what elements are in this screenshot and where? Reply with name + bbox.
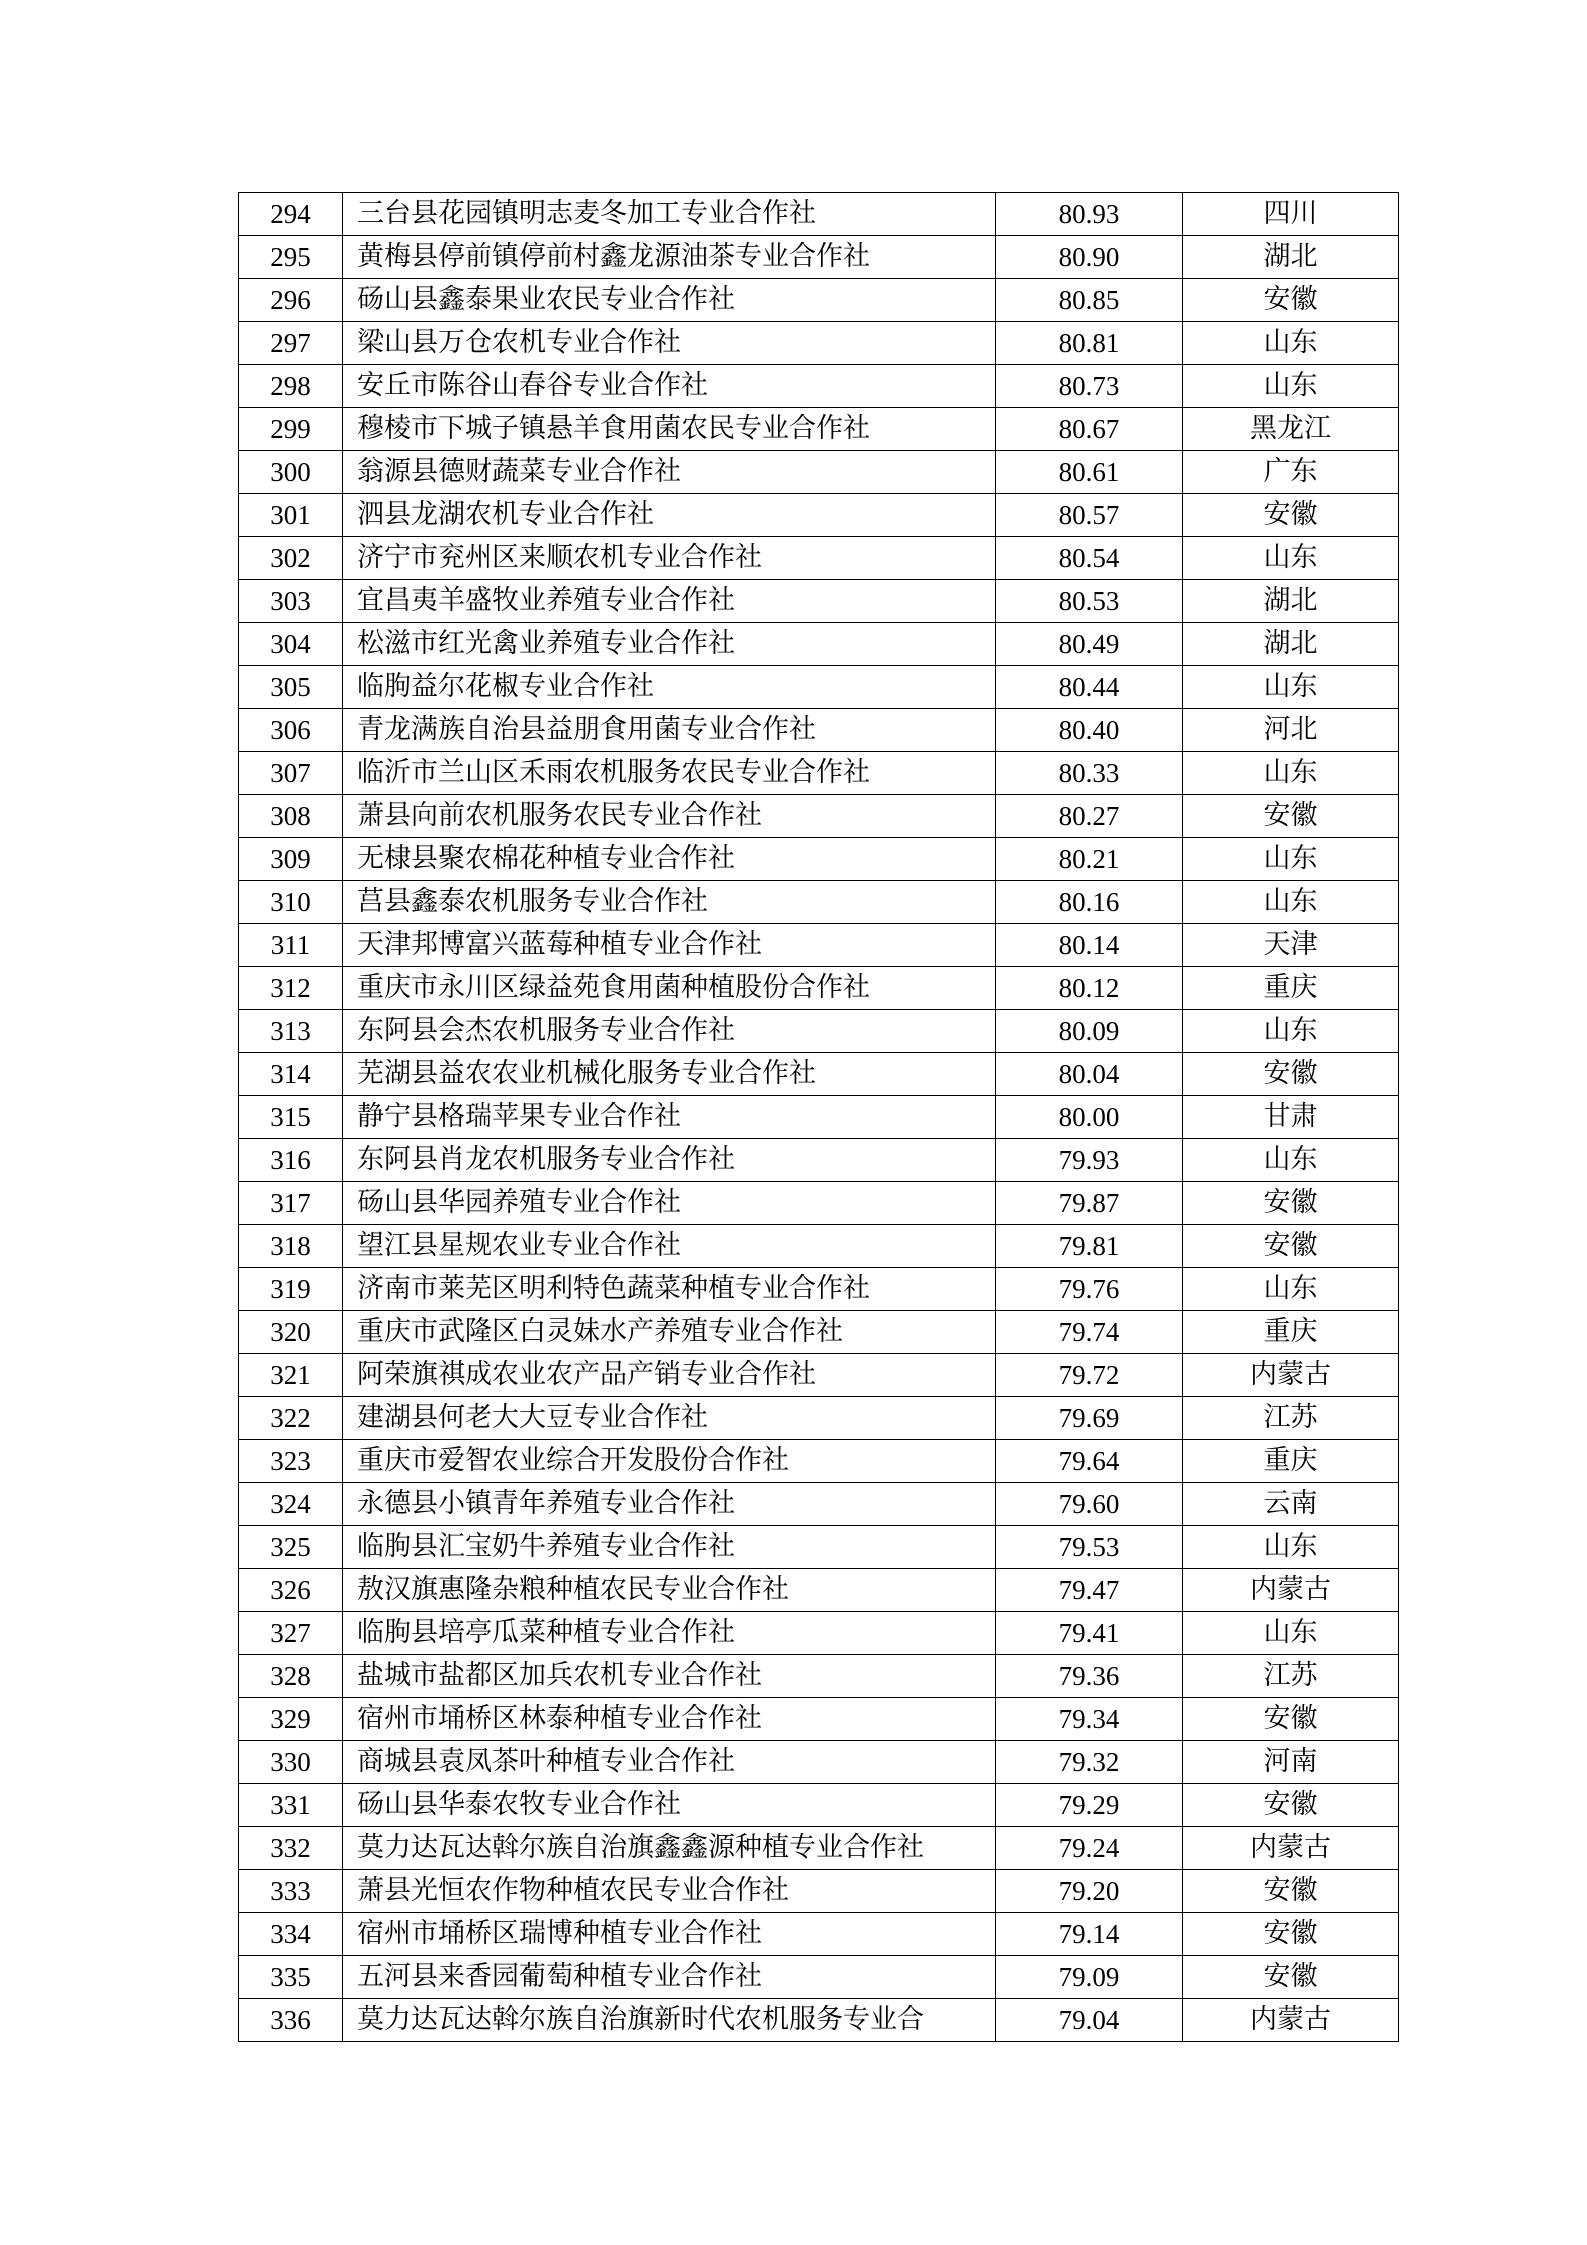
score-cell: 80.33 <box>996 752 1183 795</box>
cooperative-name-cell: 东阿县肖龙农机服务专业合作社 <box>343 1139 996 1182</box>
table-row <box>239 1096 1399 1139</box>
province-cell: 内蒙古 <box>1183 1999 1399 2042</box>
row-number-cell: 300 <box>239 451 343 494</box>
row-number-cell: 325 <box>239 1526 343 1569</box>
province-cell: 内蒙古 <box>1183 1354 1399 1397</box>
score-cell: 80.21 <box>996 838 1183 881</box>
province-cell: 重庆 <box>1183 1311 1399 1354</box>
row-number-cell: 310 <box>239 881 343 924</box>
score-cell: 80.49 <box>996 623 1183 666</box>
cooperative-name-cell: 临朐益尔花椒专业合作社 <box>343 666 996 709</box>
score-cell: 79.04 <box>996 1999 1183 2042</box>
score-cell: 79.60 <box>996 1483 1183 1526</box>
score-cell: 79.41 <box>996 1612 1183 1655</box>
cooperative-name-cell: 翁源县德财蔬菜专业合作社 <box>343 451 996 494</box>
score-cell: 80.93 <box>996 193 1183 236</box>
score-cell: 79.76 <box>996 1268 1183 1311</box>
province-cell: 内蒙古 <box>1183 1827 1399 1870</box>
table-row <box>239 1612 1399 1655</box>
province-cell: 山东 <box>1183 537 1399 580</box>
score-cell: 80.73 <box>996 365 1183 408</box>
cooperative-name-cell: 泗县龙湖农机专业合作社 <box>343 494 996 537</box>
table-row <box>239 752 1399 795</box>
table-row <box>239 838 1399 881</box>
row-number-cell: 320 <box>239 1311 343 1354</box>
table-row <box>239 666 1399 709</box>
table-row <box>239 408 1399 451</box>
score-cell: 80.12 <box>996 967 1183 1010</box>
table-row <box>239 1311 1399 1354</box>
table-row <box>239 193 1399 236</box>
row-number-cell: 317 <box>239 1182 343 1225</box>
row-number-cell: 304 <box>239 623 343 666</box>
cooperative-name-cell: 敖汉旗惠隆杂粮种植农民专业合作社 <box>343 1569 996 1612</box>
score-cell: 79.20 <box>996 1870 1183 1913</box>
table-row <box>239 322 1399 365</box>
province-cell: 山东 <box>1183 838 1399 881</box>
province-cell: 云南 <box>1183 1483 1399 1526</box>
cooperative-name-cell: 萧县向前农机服务农民专业合作社 <box>343 795 996 838</box>
cooperative-name-cell: 无棣县聚农棉花种植专业合作社 <box>343 838 996 881</box>
score-cell: 80.14 <box>996 924 1183 967</box>
cooperative-name-cell: 穆棱市下城子镇悬羊食用菌农民专业合作社 <box>343 408 996 451</box>
province-cell: 山东 <box>1183 881 1399 924</box>
province-cell: 山东 <box>1183 1526 1399 1569</box>
cooperative-name-cell: 宿州市埇桥区瑞博种植专业合作社 <box>343 1913 996 1956</box>
cooperative-name-cell: 盐城市盐都区加兵农机专业合作社 <box>343 1655 996 1698</box>
row-number-cell: 334 <box>239 1913 343 1956</box>
province-cell: 湖北 <box>1183 623 1399 666</box>
score-cell: 80.67 <box>996 408 1183 451</box>
cooperative-name-cell: 天津邦博富兴蓝莓种植专业合作社 <box>343 924 996 967</box>
province-cell: 山东 <box>1183 322 1399 365</box>
score-cell: 80.57 <box>996 494 1183 537</box>
table-row <box>239 1741 1399 1784</box>
province-cell: 黑龙江 <box>1183 408 1399 451</box>
cooperative-name-cell: 阿荣旗祺成农业农产品产销专业合作社 <box>343 1354 996 1397</box>
row-number-cell: 322 <box>239 1397 343 1440</box>
province-cell: 四川 <box>1183 193 1399 236</box>
province-cell: 安徽 <box>1183 1182 1399 1225</box>
row-number-cell: 332 <box>239 1827 343 1870</box>
province-cell: 安徽 <box>1183 494 1399 537</box>
row-number-cell: 323 <box>239 1440 343 1483</box>
row-number-cell: 329 <box>239 1698 343 1741</box>
row-number-cell: 312 <box>239 967 343 1010</box>
score-cell: 79.53 <box>996 1526 1183 1569</box>
table-row <box>239 881 1399 924</box>
row-number-cell: 295 <box>239 236 343 279</box>
province-cell: 江苏 <box>1183 1655 1399 1698</box>
table-row <box>239 1956 1399 1999</box>
row-number-cell: 308 <box>239 795 343 838</box>
province-cell: 甘肃 <box>1183 1096 1399 1139</box>
cooperative-name-cell: 梁山县万仓农机专业合作社 <box>343 322 996 365</box>
province-cell: 山东 <box>1183 752 1399 795</box>
province-cell: 天津 <box>1183 924 1399 967</box>
row-number-cell: 328 <box>239 1655 343 1698</box>
row-number-cell: 326 <box>239 1569 343 1612</box>
province-cell: 安徽 <box>1183 1225 1399 1268</box>
province-cell: 山东 <box>1183 1268 1399 1311</box>
score-cell: 80.04 <box>996 1053 1183 1096</box>
table-row <box>239 1526 1399 1569</box>
row-number-cell: 335 <box>239 1956 343 1999</box>
province-cell: 内蒙古 <box>1183 1569 1399 1612</box>
province-cell: 安徽 <box>1183 1698 1399 1741</box>
score-cell: 79.69 <box>996 1397 1183 1440</box>
score-cell: 80.54 <box>996 537 1183 580</box>
province-cell: 重庆 <box>1183 1440 1399 1483</box>
province-cell: 安徽 <box>1183 279 1399 322</box>
table-row <box>239 580 1399 623</box>
row-number-cell: 316 <box>239 1139 343 1182</box>
table-row <box>239 1182 1399 1225</box>
score-cell: 80.61 <box>996 451 1183 494</box>
province-cell: 山东 <box>1183 1612 1399 1655</box>
table-row <box>239 1698 1399 1741</box>
table-row <box>239 1827 1399 1870</box>
row-number-cell: 307 <box>239 752 343 795</box>
province-cell: 山东 <box>1183 1139 1399 1182</box>
cooperative-name-cell: 临沂市兰山区禾雨农机服务农民专业合作社 <box>343 752 996 795</box>
row-number-cell: 330 <box>239 1741 343 1784</box>
province-cell: 湖北 <box>1183 236 1399 279</box>
cooperative-name-cell: 重庆市武隆区白灵妹水产养殖专业合作社 <box>343 1311 996 1354</box>
province-cell: 安徽 <box>1183 795 1399 838</box>
cooperative-name-cell: 重庆市爱智农业综合开发股份合作社 <box>343 1440 996 1483</box>
cooperative-ranking-table <box>238 192 1399 2042</box>
table-row <box>239 1440 1399 1483</box>
row-number-cell: 315 <box>239 1096 343 1139</box>
cooperative-name-cell: 临朐县培亭瓜菜种植专业合作社 <box>343 1612 996 1655</box>
cooperative-name-cell: 莫力达瓦达斡尔族自治旗新时代农机服务专业合 <box>343 1999 996 2042</box>
table-row <box>239 709 1399 752</box>
row-number-cell: 298 <box>239 365 343 408</box>
table-row <box>239 451 1399 494</box>
cooperative-name-cell: 重庆市永川区绿益苑食用菌种植股份合作社 <box>343 967 996 1010</box>
table-row <box>239 1397 1399 1440</box>
row-number-cell: 306 <box>239 709 343 752</box>
row-number-cell: 297 <box>239 322 343 365</box>
row-number-cell: 331 <box>239 1784 343 1827</box>
score-cell: 80.16 <box>996 881 1183 924</box>
score-cell: 79.81 <box>996 1225 1183 1268</box>
row-number-cell: 305 <box>239 666 343 709</box>
province-cell: 安徽 <box>1183 1053 1399 1096</box>
row-number-cell: 333 <box>239 1870 343 1913</box>
cooperative-name-cell: 宜昌夷羊盛牧业养殖专业合作社 <box>343 580 996 623</box>
row-number-cell: 318 <box>239 1225 343 1268</box>
province-cell: 山东 <box>1183 365 1399 408</box>
score-cell: 80.90 <box>996 236 1183 279</box>
cooperative-name-cell: 东阿县会杰农机服务专业合作社 <box>343 1010 996 1053</box>
score-cell: 79.93 <box>996 1139 1183 1182</box>
row-number-cell: 294 <box>239 193 343 236</box>
cooperative-name-cell: 黄梅县停前镇停前村鑫龙源油茶专业合作社 <box>343 236 996 279</box>
score-cell: 80.09 <box>996 1010 1183 1053</box>
row-number-cell: 313 <box>239 1010 343 1053</box>
score-cell: 80.27 <box>996 795 1183 838</box>
table-row <box>239 623 1399 666</box>
row-number-cell: 299 <box>239 408 343 451</box>
table-row <box>239 1784 1399 1827</box>
province-cell: 安徽 <box>1183 1870 1399 1913</box>
row-number-cell: 319 <box>239 1268 343 1311</box>
cooperative-name-cell: 永德县小镇青年养殖专业合作社 <box>343 1483 996 1526</box>
score-cell: 79.36 <box>996 1655 1183 1698</box>
row-number-cell: 314 <box>239 1053 343 1096</box>
score-cell: 79.87 <box>996 1182 1183 1225</box>
score-cell: 79.74 <box>996 1311 1183 1354</box>
cooperative-name-cell: 临朐县汇宝奶牛养殖专业合作社 <box>343 1526 996 1569</box>
table-row <box>239 1870 1399 1913</box>
province-cell: 安徽 <box>1183 1784 1399 1827</box>
cooperative-name-cell: 商城县袁凤茶叶种植专业合作社 <box>343 1741 996 1784</box>
score-cell: 79.72 <box>996 1354 1183 1397</box>
row-number-cell: 303 <box>239 580 343 623</box>
table-row <box>239 1225 1399 1268</box>
cooperative-name-cell: 砀山县华园养殖专业合作社 <box>343 1182 996 1225</box>
row-number-cell: 336 <box>239 1999 343 2042</box>
table-row <box>239 1268 1399 1311</box>
table-row <box>239 1913 1399 1956</box>
row-number-cell: 301 <box>239 494 343 537</box>
table-row <box>239 1010 1399 1053</box>
table-row <box>239 1483 1399 1526</box>
province-cell: 河北 <box>1183 709 1399 752</box>
cooperative-name-cell: 五河县来香园葡萄种植专业合作社 <box>343 1956 996 1999</box>
cooperative-name-cell: 莫力达瓦达斡尔族自治旗鑫鑫源种植专业合作社 <box>343 1827 996 1870</box>
table-body <box>239 193 1399 2042</box>
score-cell: 80.40 <box>996 709 1183 752</box>
province-cell: 山东 <box>1183 666 1399 709</box>
score-cell: 79.64 <box>996 1440 1183 1483</box>
cooperative-name-cell: 宿州市埇桥区林泰种植专业合作社 <box>343 1698 996 1741</box>
score-cell: 80.53 <box>996 580 1183 623</box>
score-cell: 79.47 <box>996 1569 1183 1612</box>
province-cell: 山东 <box>1183 1010 1399 1053</box>
score-cell: 79.29 <box>996 1784 1183 1827</box>
score-cell: 79.09 <box>996 1956 1183 1999</box>
row-number-cell: 311 <box>239 924 343 967</box>
cooperative-name-cell: 静宁县格瑞苹果专业合作社 <box>343 1096 996 1139</box>
score-cell: 79.34 <box>996 1698 1183 1741</box>
row-number-cell: 309 <box>239 838 343 881</box>
score-cell: 79.32 <box>996 1741 1183 1784</box>
table-row <box>239 1053 1399 1096</box>
table-row <box>239 1139 1399 1182</box>
province-cell: 广东 <box>1183 451 1399 494</box>
cooperative-name-cell: 砀山县华泰农牧专业合作社 <box>343 1784 996 1827</box>
province-cell: 湖北 <box>1183 580 1399 623</box>
cooperative-name-cell: 建湖县何老大大豆专业合作社 <box>343 1397 996 1440</box>
row-number-cell: 327 <box>239 1612 343 1655</box>
row-number-cell: 324 <box>239 1483 343 1526</box>
cooperative-name-cell: 济南市莱芜区明利特色蔬菜种植专业合作社 <box>343 1268 996 1311</box>
score-cell: 80.44 <box>996 666 1183 709</box>
cooperative-name-cell: 安丘市陈谷山春谷专业合作社 <box>343 365 996 408</box>
cooperative-name-cell: 三台县花园镇明志麦冬加工专业合作社 <box>343 193 996 236</box>
score-cell: 80.85 <box>996 279 1183 322</box>
table-row <box>239 236 1399 279</box>
score-cell: 80.81 <box>996 322 1183 365</box>
table-row <box>239 279 1399 322</box>
table-row <box>239 365 1399 408</box>
table-row <box>239 1354 1399 1397</box>
cooperative-name-cell: 松滋市红光禽业养殖专业合作社 <box>343 623 996 666</box>
score-cell: 80.00 <box>996 1096 1183 1139</box>
cooperative-name-cell: 望江县星规农业专业合作社 <box>343 1225 996 1268</box>
table-row <box>239 494 1399 537</box>
cooperative-name-cell: 莒县鑫泰农机服务专业合作社 <box>343 881 996 924</box>
province-cell: 河南 <box>1183 1741 1399 1784</box>
province-cell: 江苏 <box>1183 1397 1399 1440</box>
row-number-cell: 302 <box>239 537 343 580</box>
table-row <box>239 795 1399 838</box>
province-cell: 安徽 <box>1183 1956 1399 1999</box>
province-cell: 重庆 <box>1183 967 1399 1010</box>
cooperative-name-cell: 砀山县鑫泰果业农民专业合作社 <box>343 279 996 322</box>
cooperative-name-cell: 萧县光恒农作物种植农民专业合作社 <box>343 1870 996 1913</box>
cooperative-name-cell: 芜湖县益农农业机械化服务专业合作社 <box>343 1053 996 1096</box>
score-cell: 79.14 <box>996 1913 1183 1956</box>
table-row <box>239 537 1399 580</box>
table-row <box>239 967 1399 1010</box>
table-row <box>239 1655 1399 1698</box>
cooperative-name-cell: 青龙满族自治县益朋食用菌专业合作社 <box>343 709 996 752</box>
row-number-cell: 296 <box>239 279 343 322</box>
province-cell: 安徽 <box>1183 1913 1399 1956</box>
table-row <box>239 1569 1399 1612</box>
table-row <box>239 924 1399 967</box>
table-row <box>239 1999 1399 2042</box>
row-number-cell: 321 <box>239 1354 343 1397</box>
cooperative-name-cell: 济宁市兖州区来顺农机专业合作社 <box>343 537 996 580</box>
score-cell: 79.24 <box>996 1827 1183 1870</box>
